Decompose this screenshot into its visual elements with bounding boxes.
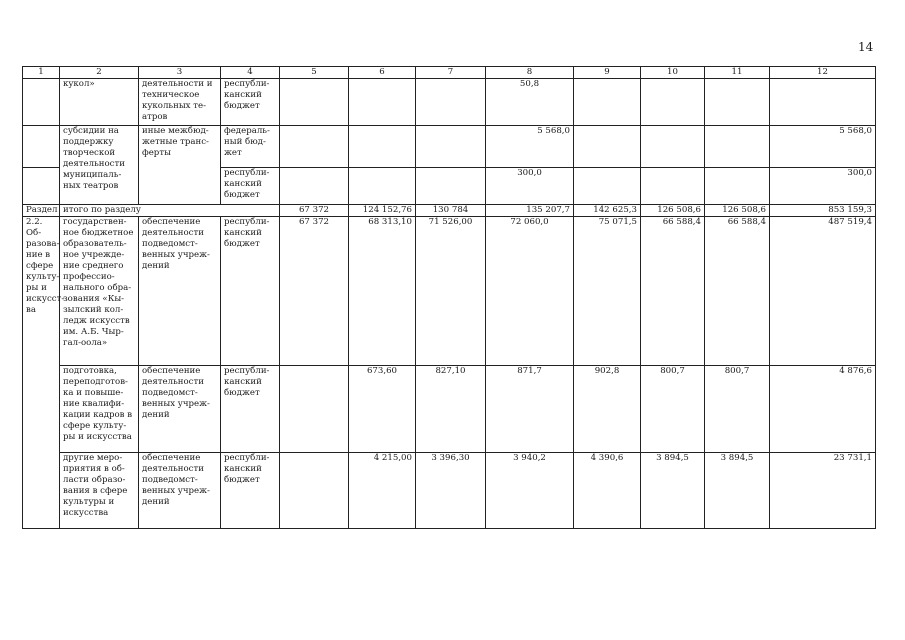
purpose-cell: иные межбюд- жетные транс- ферты (139, 126, 221, 205)
total-label: итого по разделу (60, 205, 280, 217)
value-cell: 871,7 (486, 366, 574, 453)
value-cell: 3 894,5 (641, 453, 705, 529)
item-cell: кукол» (60, 79, 139, 126)
value-cell: 800,7 (705, 366, 770, 453)
column-header: 8 (486, 67, 574, 79)
value-cell: 67 372 (280, 217, 349, 366)
value-cell (280, 168, 349, 205)
section-cell: Раздел (23, 205, 60, 217)
value-cell: 4 876,6 (770, 366, 876, 453)
value-cell (416, 168, 486, 205)
table-row-total (23, 205, 876, 217)
value-cell (574, 168, 641, 205)
source-cell: федераль- ный бюд- жет (221, 126, 280, 168)
section-cell (23, 79, 60, 126)
purpose-cell: обеспечение деятельности подведомст- венных учреж- дений (139, 217, 221, 366)
table-row-dolls (23, 79, 876, 126)
value-cell: 800,7 (641, 366, 705, 453)
value-cell (705, 168, 770, 205)
table-row-subsidy-federal (23, 126, 876, 168)
source-cell: республи- канский бюджет (221, 366, 280, 453)
column-header: 11 (705, 67, 770, 79)
value-cell: 673,60 (349, 366, 416, 453)
value-cell: 487 519,4 (770, 217, 876, 366)
value-cell (641, 79, 705, 126)
source-cell: республи- канский бюджет (221, 79, 280, 126)
value-cell (280, 366, 349, 453)
section-cell (23, 168, 60, 205)
value-cell: 300,0 (486, 168, 574, 205)
value-cell: 3 894,5 (705, 453, 770, 529)
value-cell: 902,8 (574, 366, 641, 453)
item-cell: государствен- ное бюджетное образователь- ное учрежде- ние среднего профессио- нального обра- зования «Кы- зылский кол- ледж искусств им. А.Б. Чыр- гал-оола» (60, 217, 139, 366)
value-cell: 853 159,3 (770, 205, 876, 217)
page-number: 14 (858, 40, 874, 54)
value-cell: 5 568,0 (770, 126, 876, 168)
value-cell: 72 060,0 (486, 217, 574, 366)
value-cell (416, 79, 486, 126)
column-header: 12 (770, 67, 876, 79)
column-number-row (23, 67, 876, 79)
value-cell (349, 79, 416, 126)
value-cell: 142 625,3 (574, 205, 641, 217)
purpose-cell: обеспечение деятельности подведомст- венных учреж- дений (139, 366, 221, 453)
value-cell (770, 79, 876, 126)
column-header: 2 (60, 67, 139, 79)
source-cell: республи- канский бюджет (221, 453, 280, 529)
value-cell: 126 508,6 (705, 205, 770, 217)
value-cell (705, 79, 770, 126)
column-header: 7 (416, 67, 486, 79)
item-cell: субсидии на поддержку творческой деятельности муниципаль- ных театров (60, 126, 139, 205)
column-header: 5 (280, 67, 349, 79)
value-cell (574, 79, 641, 126)
item-cell: другие меро- приятия в об- ласти образо- вания в сфере культуры и искусства (60, 453, 139, 529)
value-cell: 66 588,4 (705, 217, 770, 366)
value-cell: 827,10 (416, 366, 486, 453)
value-cell: 3 396,30 (416, 453, 486, 529)
value-cell: 75 071,5 (574, 217, 641, 366)
value-cell: 4 215,00 (349, 453, 416, 529)
section-title: 2.2. Об- разова- ние в сфере культу- ры и искусст- ва (23, 217, 60, 529)
value-cell: 130 784 (416, 205, 486, 217)
purpose-cell: деятельности и техническое кукольных те- атров (139, 79, 221, 126)
value-cell: 5 568,0 (486, 126, 574, 168)
value-cell: 124 152,76 (349, 205, 416, 217)
value-cell: 4 390,6 (574, 453, 641, 529)
column-header: 10 (641, 67, 705, 79)
value-cell (705, 126, 770, 168)
value-cell: 50,8 (486, 79, 574, 126)
value-cell: 135 207,7 (486, 205, 574, 217)
item-cell: подготовка, переподготов- ка и повыше- ние квалифи- кации кадров в сфере культу- ры и искусства (60, 366, 139, 453)
value-cell: 23 731,1 (770, 453, 876, 529)
value-cell: 66 588,4 (641, 217, 705, 366)
column-header: 4 (221, 67, 280, 79)
value-cell: 68 313,10 (349, 217, 416, 366)
value-cell (574, 126, 641, 168)
value-cell: 3 940,2 (486, 453, 574, 529)
value-cell (641, 126, 705, 168)
column-header: 3 (139, 67, 221, 79)
column-header: 1 (23, 67, 60, 79)
value-cell: 71 526,00 (416, 217, 486, 366)
table-row-other (23, 453, 876, 529)
value-cell (280, 79, 349, 126)
value-cell: 67 372 (280, 205, 349, 217)
column-header: 9 (574, 67, 641, 79)
value-cell: 300,0 (770, 168, 876, 205)
value-cell: 126 508,6 (641, 205, 705, 217)
table-row-college (23, 217, 876, 366)
value-cell (641, 168, 705, 205)
value-cell (280, 126, 349, 168)
value-cell (349, 126, 416, 168)
value-cell (349, 168, 416, 205)
value-cell (416, 126, 486, 168)
section-cell (23, 126, 60, 168)
source-cell: республи- канский бюджет (221, 217, 280, 366)
budget-table (22, 66, 876, 529)
source-cell: республи- канский бюджет (221, 168, 280, 205)
purpose-cell: обеспечение деятельности подведомст- венных учреж- дений (139, 453, 221, 529)
column-header: 6 (349, 67, 416, 79)
table-row-training (23, 366, 876, 453)
value-cell (280, 453, 349, 529)
